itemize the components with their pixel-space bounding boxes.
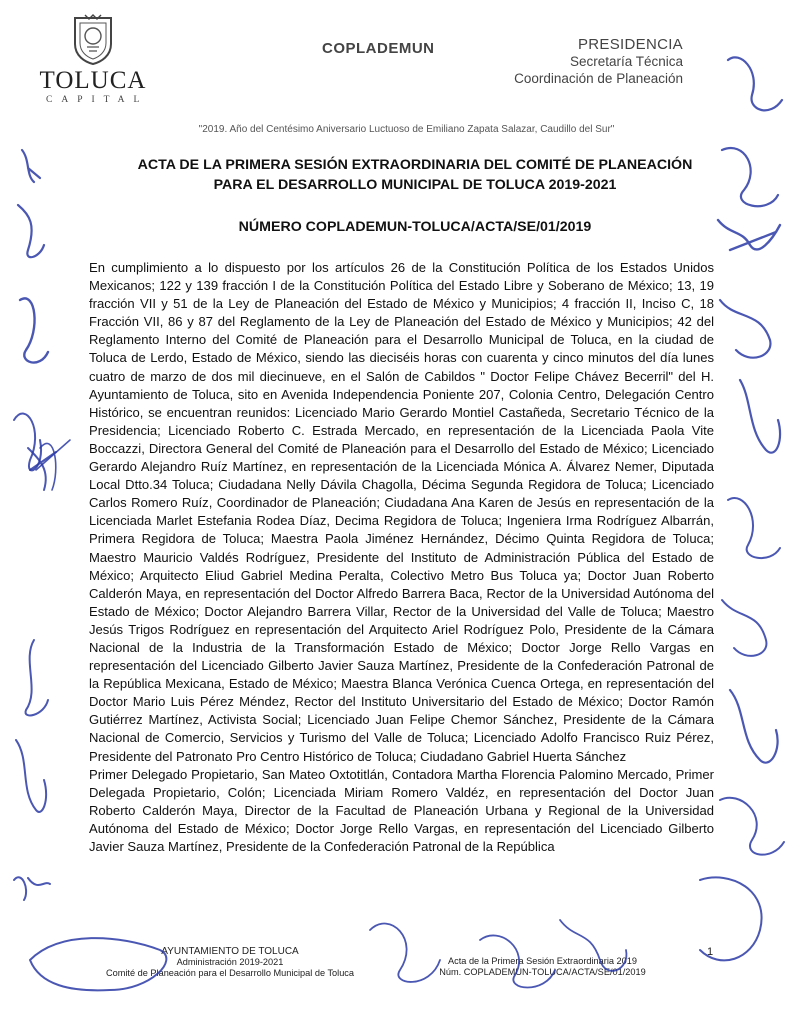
signature-mark <box>14 877 50 900</box>
toluca-logo <box>38 14 148 106</box>
footer-comite: Comité de Planeación para el Desarrollo Municipal de Toluca <box>105 968 355 978</box>
title-line-2: PARA EL DESARROLLO MUNICIPAL DE TOLUCA 2019-2021 <box>213 177 617 193</box>
signature-mark <box>16 740 46 812</box>
coat-of-arms-icon <box>71 14 115 66</box>
body-paragraph: Primer Delegado Propietario, San Mateo Oxtotitlán, Contadora Martha Florencia Palomino Mercado, Primer Delegada Propietario, Colón; Licenciada Miriam Romero Valdéz, en representación del Doctor Juan Roberto Calderón Maya, Director de la Facultad de Planeación Urbana y Regional de la Universidad Autónoma del Estado de México; Doctor Jorge Rello Vargas, en representación del Licenciado Gilberto Javier Sauza Martínez, Presidente de la Confederación Patronal de la República <box>89 766 714 854</box>
footer-acta-number: Núm. COPLADEMUN-TOLUCA/ACTA/SE/01/2019 <box>439 967 646 977</box>
logo-subtitle: CAPITAL <box>46 95 149 105</box>
department-coordinacion: Coordinación de Planeación <box>514 71 683 86</box>
signature-mark <box>26 640 48 715</box>
body-paragraph: En cumplimiento a lo dispuesto por los artículos 26 de la Constitución Política de los Estados Unidos Mexicanos; 122 y 139 fracción I de la Constitución Política del Estado Libre y Soberano de México; 13, 19 fracción VII y 51 de la Ley de Planeación del Estado de México y Municipios; 4 fracción II, Inciso C, 18 Fracción VII, 86 y 87 del Reglamento de la Ley de Planeación del Estado de México y Municipios; 42 del Reglamento Interno del Comité de Planeación para el Desarrollo Municipal de Toluca, en la ciudad de Toluca de Lerdo, Estado de México, siendo las dieciséis horas con cuarenta y cinco minutos del día lunes cuatro de marzo de dos mil diecinueve, en el Salón de Cabildos " Doctor Felipe Chávez Becerril" del H. Ayuntamiento de Toluca, sito en Avenida Independencia Poniente 207, Colonia Centro, Delegación Centro Histórico, se encuentran reunidos: Licenciado Mario Gerardo Montiel Castañeda, Secretario Técnico de la Presidencia; Licenciado Roberto C. Estrada Mercado, en representación de la Licenciada Paola Vite Boccazzi, Directora General del Comité de Planeación para el Desarrollo del Estado de México; Licenciado Gerardo Alejandro Ruíz Martínez, en representación de la Licenciada Mónica A. Álvarez Nemer, Diputada Local Dtto.34 Toluca; Ciudadana Nelly Dávila Chagolla, Décima Segunda Regidora de Toluca; Licenciado Carlos Romero Ruíz, Coordinador de Planeación; Ciudadana Ana Karen de Jesús en representación de la Licenciada Marlet Estefania Rodea Díaz, Decima Regidora de Toluca; Ingeniera Irma Rodríguez Albarrán, Primera Regidora de Toluca; Maestra Paola Jiménez Hernández, Décimo Quinta Regidora de Toluca; Maestro Mauricio Valdés Rodríguez, Presidente del Instituto de Administración Pública del Estado de México; Arquitecto Eliud Gabriel Medina Peralta, Colectivo Metro Bus Toluca ya; Doctor Juan Roberto Calderón Maya, en representación del Doctor Alfredo Barrera Baca, Rector de la Universidad Autónoma del Estado de México; Doctor Alejandro Barrera Villar, Rector de la Universidad del Valle de Toluca; Maestro Jesús Trigos Rodríguez en representación del Arquitecto Ariel Rodríguez Polo, Presidente de la Cámara Nacional de la Industria de la Transformación Estado de México; Doctor Jorge Rello Vargas en representación del Licenciado Gilberto Javier Sauza Martínez, Presidente de la Confederación Patronal de la República Mexicana, Estado de México; Maestra Blanca Verónica Cuenca Ortega, en representación del Doctor Mario Luis Pérez Méndez, Rector del Instituto Universitario del Estado de México; Doctor Ramón Gutiérrez Martínez, Activista Social; Licenciado Juan Felipe Chemor Sánchez, Presidente de la Cámara Nacional de Comercio, Servicios y Turismo del Valle de Toluca; Licenciado Adolfo Francisco Ruiz Pérez, Presidente del Patronato Pro Centro Histórico de Toluca; Ciudadano Gabriel Huerta Sánchez <box>89 260 714 764</box>
document-title <box>80 155 750 195</box>
footer-acta-title: Acta de la Primera Sesión Extraordinaria 2019 <box>448 956 637 966</box>
signature-mark <box>730 690 778 763</box>
signature-mark <box>14 414 41 471</box>
signature-mark <box>740 380 780 453</box>
signature-mark <box>720 300 770 358</box>
signature-mark <box>36 440 70 490</box>
org-name: COPLADEMUN <box>322 40 435 57</box>
footer-document-ref <box>405 956 680 978</box>
footer-administracion: Administración 2019-2021 <box>176 957 284 967</box>
signature-mark <box>28 448 56 490</box>
logo-title: TOLUCA <box>39 67 147 94</box>
footer-institution <box>60 946 400 979</box>
department-block <box>514 36 683 87</box>
signature-mark <box>20 298 48 362</box>
signature-mark <box>22 150 40 182</box>
department-presidencia: PRESIDENCIA <box>578 36 683 53</box>
title-line-1: ACTA DE LA PRIMERA SESIÓN EXTRAORDINARIA DEL COMITÉ DE PLANEACIÓN <box>137 157 693 173</box>
signature-mark <box>728 498 780 558</box>
page-number: 1 <box>707 946 714 958</box>
document-number: NÚMERO COPLADEMUN-TOLUCA/ACTA/SE/01/2019 <box>238 219 592 235</box>
year-motto: "2019. Año del Centésimo Aniversario Luctuoso de Emiliano Zapata Salazar, Caudillo del Sur" <box>198 124 615 135</box>
document-body <box>89 259 714 856</box>
footer-ayuntamiento: AYUNTAMIENTO DE TOLUCA <box>161 946 299 957</box>
department-secretaria: Secretaría Técnica <box>569 54 683 69</box>
signature-mark <box>728 57 782 110</box>
signature-mark <box>720 798 784 855</box>
signature-mark <box>18 205 44 257</box>
signature-mark <box>722 600 766 656</box>
